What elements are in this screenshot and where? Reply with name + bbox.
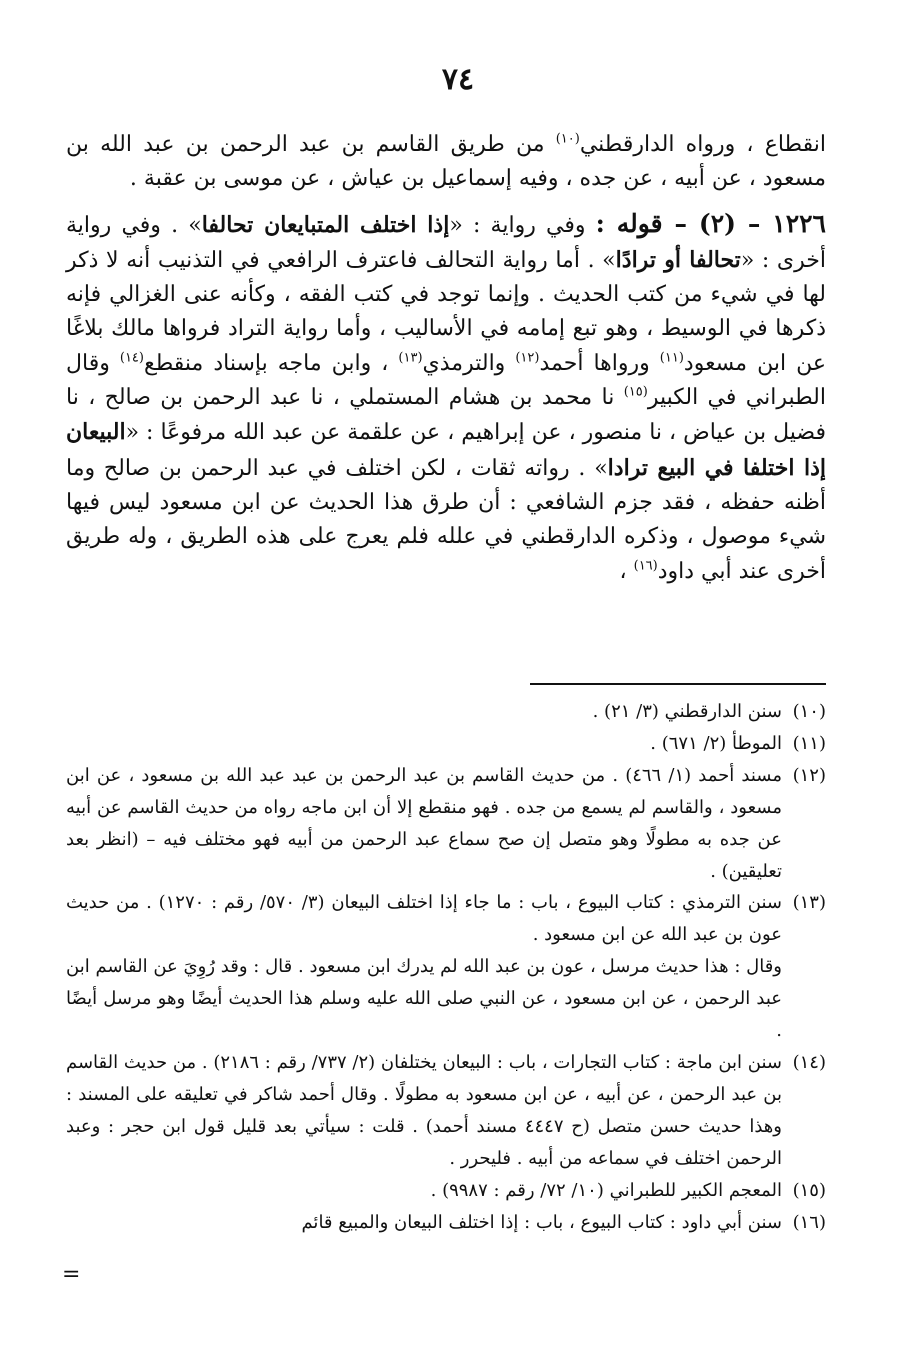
text-run: » . وفي رواية أخرى : « bbox=[66, 212, 826, 273]
paragraph-continuation bbox=[66, 128, 826, 197]
text-run: » . أما رواية التحالف فاعترف الرافعي في التذنيب أنه لا ذكر لها في شيء من كتب الحديث . وإنما توجد في كتب الفقه ، وكأنه عنى الغزالي فإنه ذكرها في الوسيط ، وهو تبع إمامه في الأساليب ، وأما رواية التراد فرواها مالك بلاغًا عن ابن مسعود bbox=[66, 247, 826, 376]
footnote-number: (١٤) bbox=[792, 1051, 826, 1073]
text-run: وفي رواية : « bbox=[449, 212, 596, 238]
footnote-number: (١٣) bbox=[792, 892, 826, 914]
text-run: ورواها أحمد bbox=[539, 350, 660, 376]
footnote-text: مسند أحمد (١/ ٤٦٦) . من حديث القاسم بن عبد الرحمن بن عبد عبد الله بن مسعود ، عن ابن مسعود ، والقاسم لم يسمع من جده . فهو منقطع إلا أن ابن ماجه رواه من حديث القاسم عن أبيه عن جده به مطولًا وهو متصل إن صح سماع عبد الرحمن من أبيه فهو مختلف فيه – (انظر بعد تعليقين) . bbox=[66, 764, 782, 882]
text-run: من طريق القاسم بن عبد الرحمن بن عبد الله بن مسعود ، عن أبيه ، عن جده ، وفيه إسماعيل بن عياش ، عن موسى بن عقبة . bbox=[66, 132, 826, 192]
footnote-15 bbox=[66, 1175, 826, 1207]
hadith-number: ١٢٢٦ – (٢) – قوله : bbox=[595, 208, 826, 238]
footnote-16 bbox=[66, 1207, 826, 1239]
text-run: نا محمد بن هشام المستملي ، نا عبد الرحمن بن صالح ، نا فضيل بن عياض ، نا منصور ، عن إبراهيم ، عن علقمة عن عبد الله مرفوعًا : « bbox=[66, 385, 826, 446]
footnote-text: المعجم الكبير للطبراني (١٠/ ٧٢/ رقم : ٩٩٨٧) . bbox=[430, 1179, 782, 1201]
text-run: وقال الطبراني في الكبير bbox=[66, 350, 826, 411]
footnote-14 bbox=[66, 1047, 826, 1175]
text-run: » . رواته ثقات ، لكن اختلف في عبد الرحمن بن صالح وما أظنه حفظه ، فقد جزم الشافعي : أن طرق هذا الحديث عن ابن مسعود ليس فيها شيء موصول ، وذكره الدارقطني في علله فلم يعرج على هذه الطريق ، وله طريق أخرى عند أبي داود bbox=[66, 455, 826, 584]
text-run: ، وابن ماجه بإسناد منقطع bbox=[143, 350, 399, 376]
footnote-ref-16: (١٦) bbox=[633, 558, 658, 574]
footnotes bbox=[66, 696, 826, 1238]
hadith-quote: تحالفا أو ترادًا bbox=[615, 246, 741, 273]
text-run: انقطاع ، ورواه الدارقطني bbox=[579, 132, 826, 157]
footnote-11 bbox=[66, 728, 826, 760]
footnote-text: سنن أبي داود : كتاب البيوع ، باب : إذا اختلف البيعان والمبيع قائم bbox=[301, 1211, 782, 1233]
footnote-ref-13: (١٣) bbox=[398, 350, 423, 366]
footnote-13 bbox=[66, 887, 826, 1047]
footnote-ref-12: (١٢) bbox=[515, 350, 540, 366]
page-number: ٧٤ bbox=[441, 62, 475, 97]
text-run: والترمذي bbox=[422, 350, 516, 376]
footnote-text: سنن ابن ماجة : كتاب التجارات ، باب : البيعان يختلفان (٢/ ٧٣٧/ رقم : ٢١٨٦) . من حديث القاسم بن عبد الرحمن ، عن أبيه ، عن ابن مسعود به مطولًا . وقال أحمد شاكر في تعليقه على المسند : وهذا حديث حسن متصل (ح ٤٤٤٧ مسند أحمد) . قلت : سيأتي بعد قليل قول ابن حجر : وعبد الرحمن اختلف في سماعه من أبيه . فليحرر . bbox=[66, 1051, 783, 1169]
text-run: ، bbox=[619, 558, 634, 584]
footnote-number: (١٢) bbox=[792, 764, 826, 786]
footnote-separator bbox=[530, 683, 826, 685]
footnote-number: (١٦) bbox=[792, 1211, 826, 1233]
hadith-quote: البيعان إذا اختلفا في البيع ترادا bbox=[66, 419, 826, 481]
footnote-ref-11: (١١) bbox=[659, 350, 684, 366]
footnote-text: سنن الدارقطني (٣/ ٢١) . bbox=[592, 701, 782, 722]
footnote-text: سنن الترمذي : كتاب البيوع ، باب : ما جاء إذا اختلف البيعان (٣/ ٥٧٠/ رقم : ١٢٧٠) . من حديث عون بن عبد الله عن ابن مسعود . bbox=[66, 892, 782, 946]
paragraph-hadith-1226 bbox=[66, 207, 826, 589]
footnote-number: (١٥) bbox=[792, 1179, 826, 1201]
continuation-mark: = bbox=[62, 1262, 81, 1287]
footnote-ref-14: (١٤) bbox=[119, 350, 144, 366]
footnote-text: الموطأ (٢/ ٦٧١) . bbox=[650, 732, 782, 754]
footnote-ref-10: (١٠) bbox=[555, 131, 580, 147]
footnote-12 bbox=[66, 760, 826, 888]
footnote-text-continued: وقال : هذا حديث مرسل ، عون بن عبد الله لم يدرك ابن مسعود . قال : وقد رُوِيَ عن القاسم ابن عبد الرحمن ، عن ابن مسعود ، عن النبي صلى الله عليه وسلم هذا الحديث أيضًا وهو مرسل أيضًا . bbox=[66, 956, 782, 1042]
main-text bbox=[66, 128, 826, 589]
footnote-number: (١١) bbox=[792, 732, 826, 754]
footnote-10 bbox=[66, 696, 826, 728]
footnote-number: (١٠) bbox=[792, 701, 826, 722]
footnote-ref-15: (١٥) bbox=[623, 384, 648, 400]
hadith-quote: إذا اختلف المتبايعان تحالفا bbox=[201, 211, 450, 238]
